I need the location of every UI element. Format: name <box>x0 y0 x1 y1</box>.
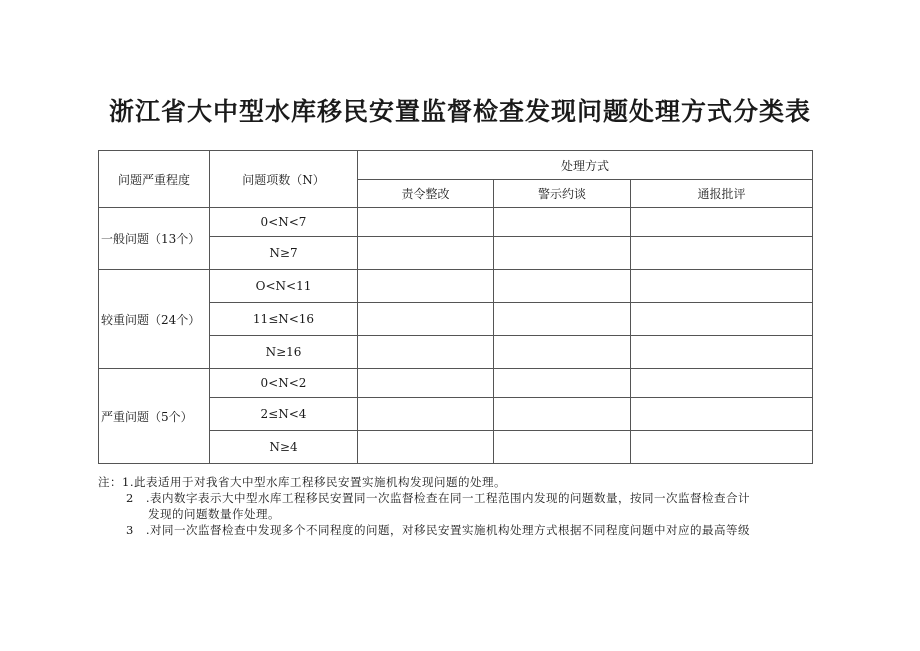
table-row <box>99 208 813 237</box>
count-range: O<N<11 <box>210 270 358 303</box>
header-severity: 问题严重程度 <box>99 151 210 208</box>
severity-label: 严重问题（5个） <box>99 369 210 464</box>
method-cell <box>494 303 631 336</box>
method-cell <box>631 431 813 464</box>
method-cell <box>494 398 631 431</box>
count-range: N≥4 <box>210 431 358 464</box>
method-cell <box>358 431 494 464</box>
method-cell <box>358 237 494 270</box>
header-method-notice: 通报批评 <box>631 180 813 208</box>
severity-label: 较重问题（24个） <box>99 270 210 369</box>
method-cell <box>631 398 813 431</box>
note-1: 注：1.此表适用于对我省大中型水库工程移民安置实施机构发现问题的处理。 <box>98 475 506 489</box>
method-cell <box>631 336 813 369</box>
method-cell <box>358 303 494 336</box>
count-range: 2≤N<4 <box>210 398 358 431</box>
count-range: 0<N<7 <box>210 208 358 237</box>
method-cell <box>494 237 631 270</box>
method-cell <box>358 336 494 369</box>
method-cell <box>358 208 494 237</box>
table-row <box>99 369 813 398</box>
table-row <box>99 270 813 303</box>
method-cell <box>494 336 631 369</box>
method-cell <box>494 369 631 398</box>
method-cell <box>358 270 494 303</box>
header-method-warning: 警示约谈 <box>494 180 631 208</box>
header-count: 问题项数（N） <box>210 151 358 208</box>
severity-label: 一般问题（13个） <box>99 208 210 270</box>
header-methods-group: 处理方式 <box>358 151 813 180</box>
note-3: 3 .对同一次监督检查中发现多个不同程度的问题，对移民安置实施机构处理方式根据不同程度问题中对应的最高等级 <box>126 523 750 537</box>
method-cell <box>631 270 813 303</box>
count-range: 11≤N<16 <box>210 303 358 336</box>
method-cell <box>631 369 813 398</box>
header-method-rectify: 责令整改 <box>358 180 494 208</box>
method-cell <box>631 303 813 336</box>
method-cell <box>631 208 813 237</box>
document-title: 浙江省大中型水库移民安置监督检查发现问题处理方式分类表 <box>108 97 811 126</box>
note-2: 2 .表内数字表示大中型水库工程移民安置同一次监督检查在同一工程范围内发现的问题数量，按同一次监督检查合计 <box>126 491 750 505</box>
count-range: 0<N<2 <box>210 369 358 398</box>
count-range: N≥7 <box>210 237 358 270</box>
method-cell <box>494 431 631 464</box>
method-cell <box>494 208 631 237</box>
count-range: N≥16 <box>210 336 358 369</box>
notes <box>98 474 828 538</box>
method-cell <box>358 398 494 431</box>
note-2-continued: 发现的问题数量作处理。 <box>148 507 280 521</box>
classification-table <box>98 150 813 464</box>
method-cell <box>358 369 494 398</box>
header-row-1 <box>99 151 813 180</box>
method-cell <box>494 270 631 303</box>
method-cell <box>631 237 813 270</box>
